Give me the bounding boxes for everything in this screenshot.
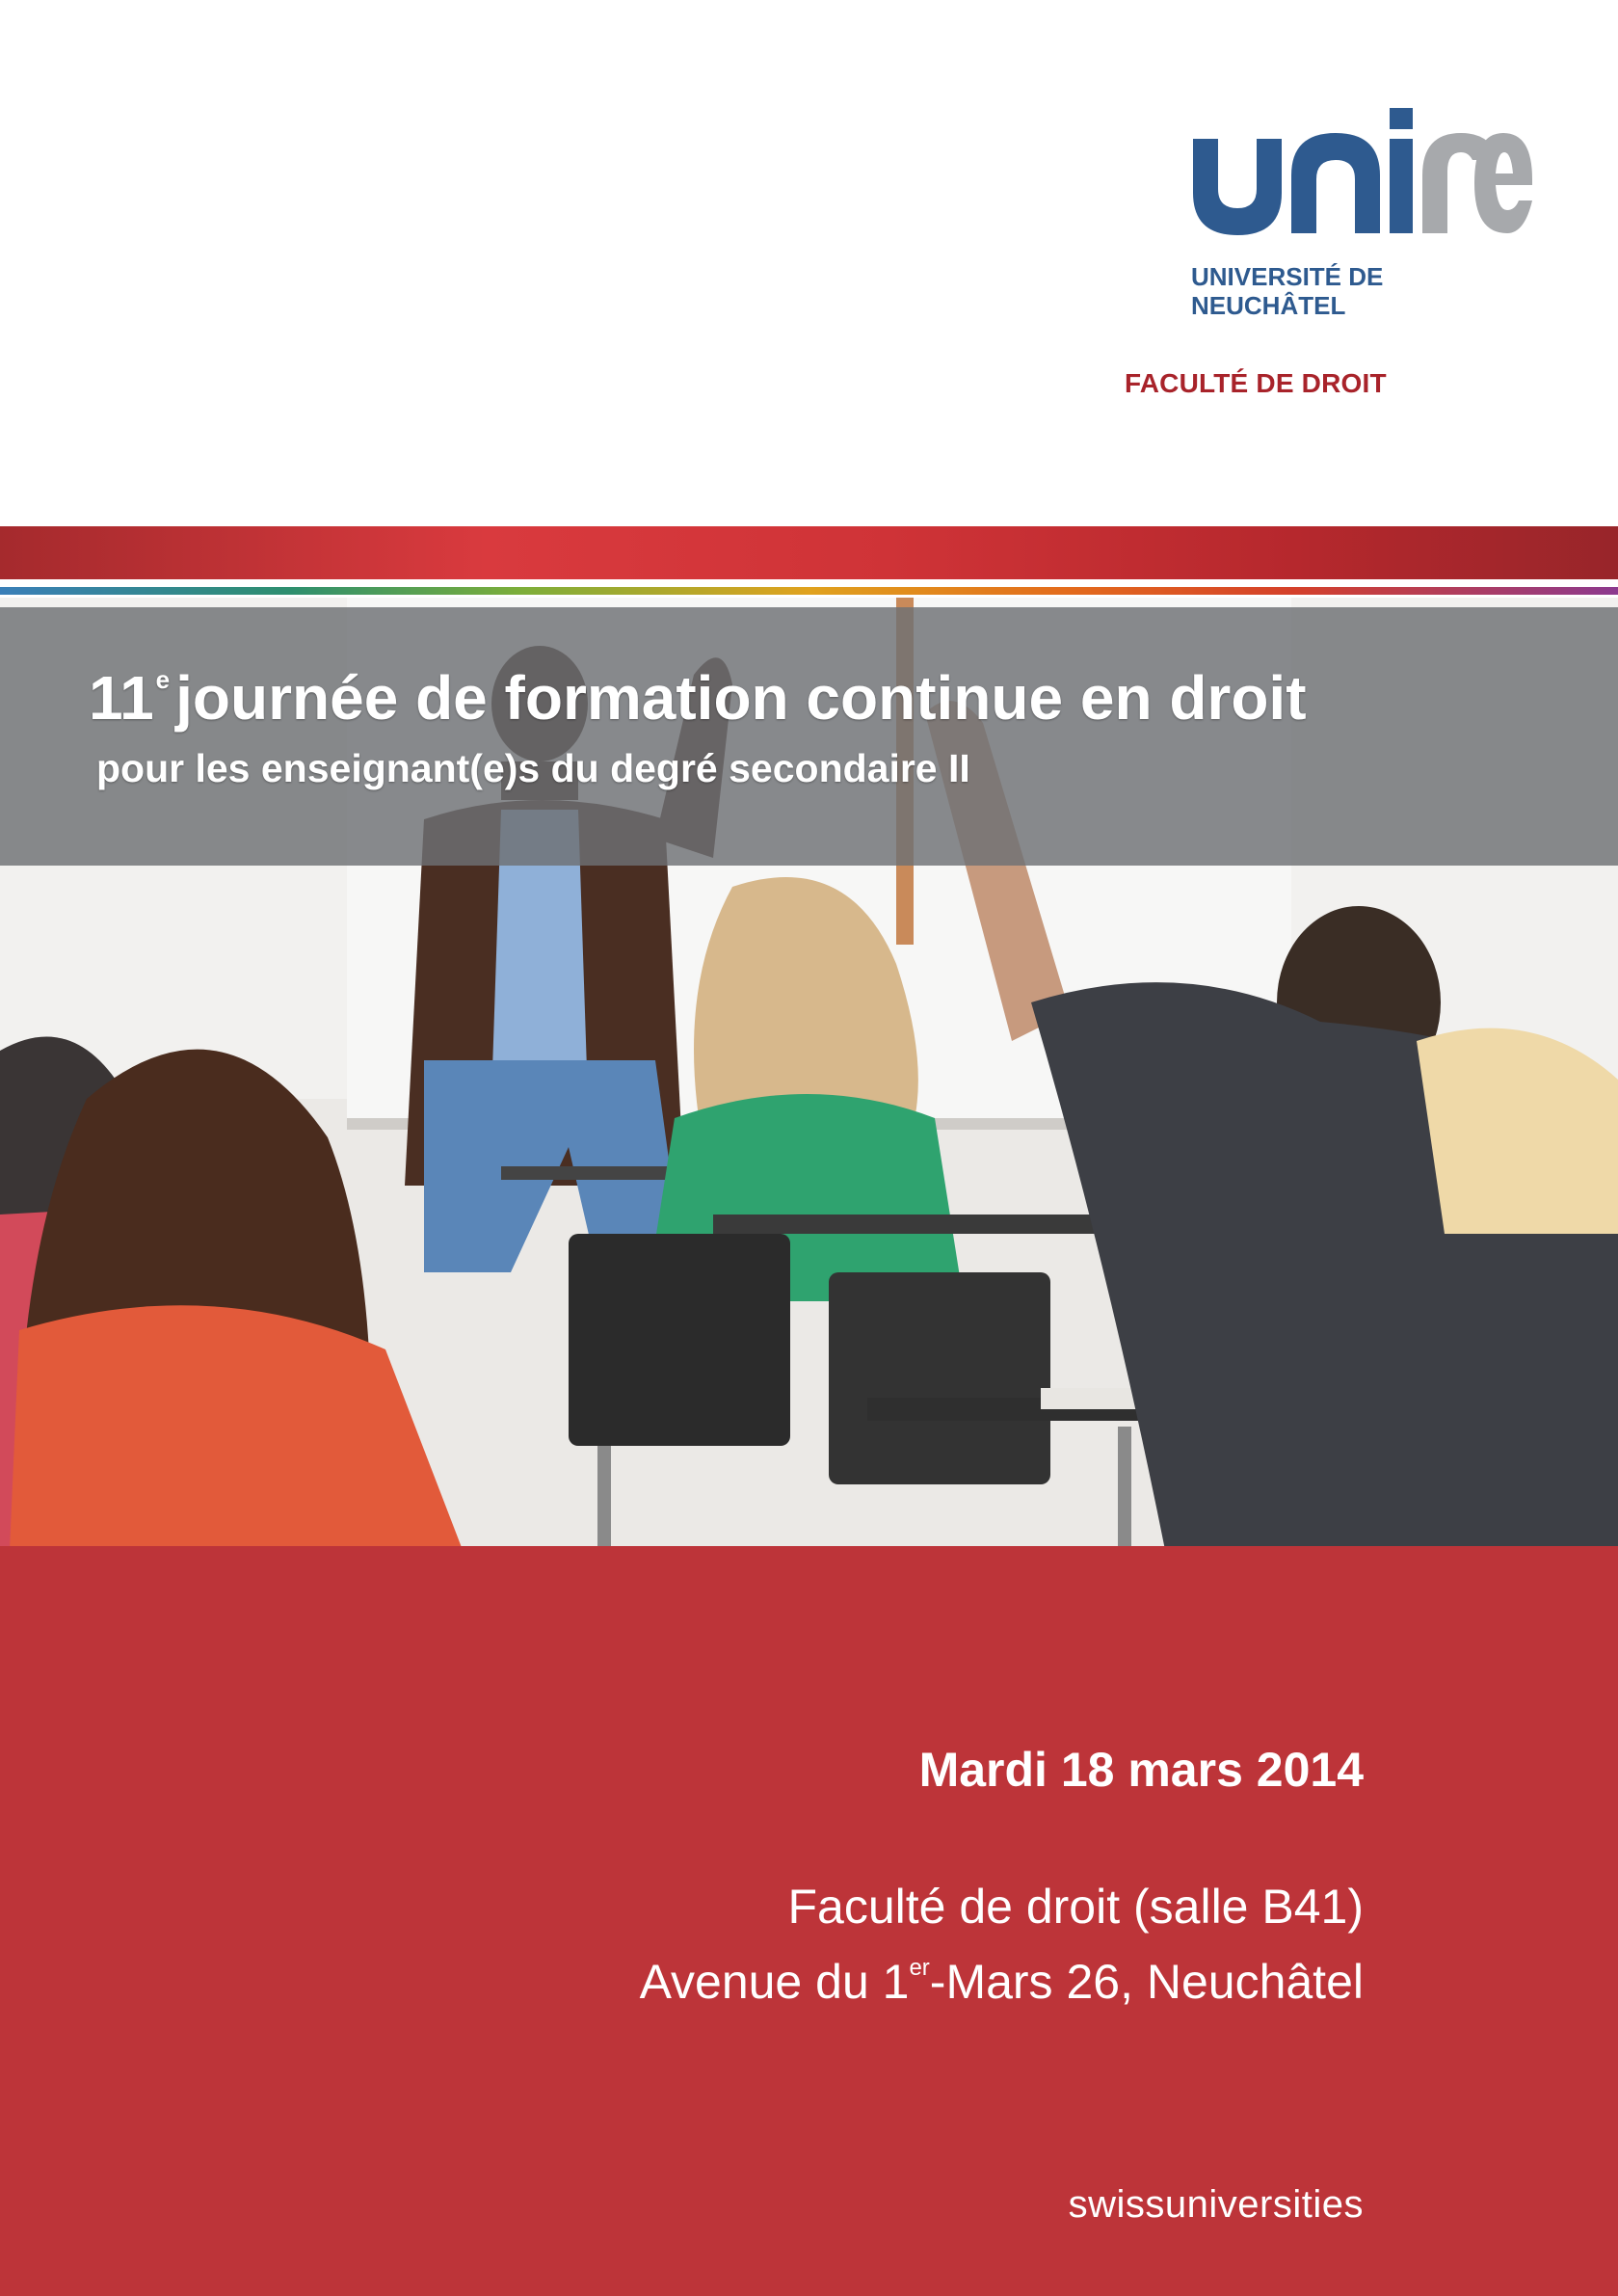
faculty-name: FACULTÉ DE DROIT	[1125, 368, 1387, 398]
main-title	[89, 644, 1307, 734]
university-name-line2: NEUCHÂTEL	[1191, 291, 1346, 320]
swissuniversities-logo: swissuniversities	[1068, 2183, 1364, 2226]
event-venue: Faculté de droit (salle B41)	[787, 1880, 1364, 1934]
unine-logo	[1185, 100, 1532, 240]
top-red-bar	[0, 526, 1618, 579]
university-name	[1191, 262, 1538, 320]
address-suffix: -Mars 26, Neuchâtel	[929, 1955, 1364, 2009]
title-number: 11	[89, 663, 154, 733]
unine-wordmark-icon	[1185, 100, 1532, 235]
event-address	[640, 1939, 1364, 2011]
university-name-line1: UNIVERSITÉ DE	[1191, 262, 1384, 291]
event-date: Mardi 18 mars 2014	[918, 1743, 1364, 1797]
title-ordinal-suffix: e	[155, 665, 171, 694]
address-prefix: Avenue du 1	[639, 1955, 910, 2009]
title-main-text: journée de formation continue en droit	[175, 663, 1307, 733]
rainbow-stripe	[0, 587, 1618, 595]
address-ordinal: er	[909, 1955, 930, 1981]
subtitle: pour les enseignant(e)s du degré secondaire II	[96, 746, 970, 790]
